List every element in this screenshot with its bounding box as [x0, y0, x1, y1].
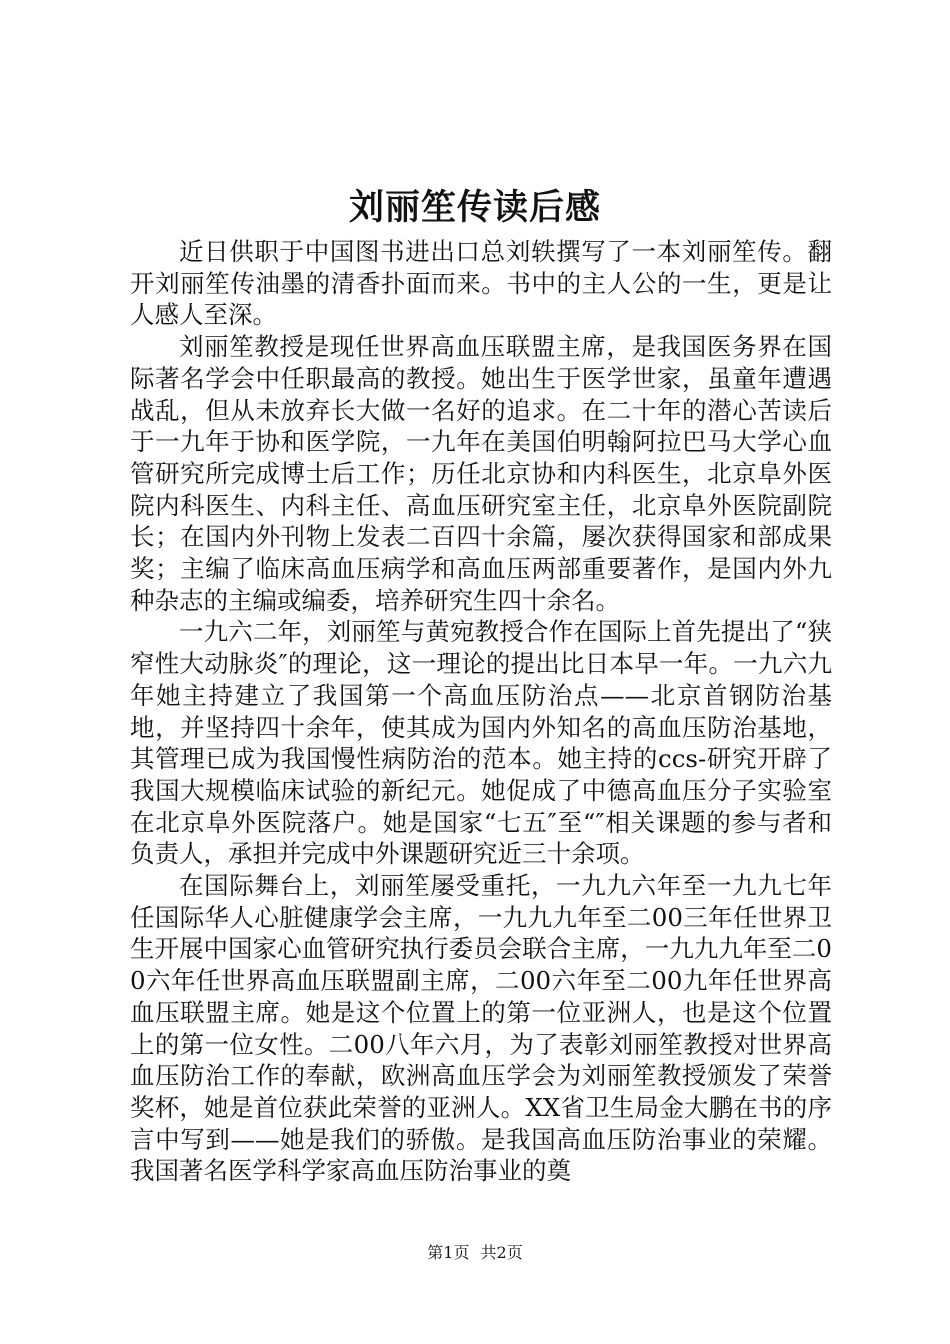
paragraph-3: 一九六二年，刘丽笙与黄宛教授合作在国际上首先提出了“狭窄性大动脉炎″的理论，这一理论的提出比日本早一年。一九六九年她主持建立了我国第一个高血压防治点——北京首钢防治基地，并坚持四十余年，使其成为国内外知名的高血压防治基地，其管理已成为我国慢性病防治的范本。她主持的ccs-研究开辟了我国大规模临床试验的新纪元。她促成了中德高血压分子实验室在北京阜外医院落户。她是国家“七五″至“″相关课题的参与者和负责人，承担并完成中外课题研究近三十余项。 — [130, 617, 832, 869]
page-footer — [0, 1242, 950, 1264]
paragraph-2: 刘丽笙教授是现任世界高血压联盟主席，是我国医务界在国际著名学会中任职最高的教授。她出生于医学世家，虽童年遭遇战乱，但从未放弃长大做一名好的追求。在二十年的潜心苦读后于一九年于协和医学院，一九年在美国伯明翰阿拉巴马大学心血管研究所完成博士后工作；历任北京协和内科医生，北京阜外医院内科医生、内科主任、高血压研究室主任，北京阜外医院副院长；在国内外刊物上发表二百四十余篇，屡次获得国家和部成果奖；主编了临床高血压病学和高血压两部重要著作，是国内外九种杂志的主编或编委，培养研究生四十余名。 — [130, 332, 832, 615]
page-number: 第1页 — [427, 1243, 470, 1262]
page-title: 刘丽笙传读后感 — [348, 187, 601, 228]
page-total: 共2页 — [480, 1243, 523, 1262]
article-body — [130, 236, 832, 1187]
paragraph-1: 近日供职于中国图书进出口总刘轶撰写了一本刘丽笙传。翻开刘丽笙传油墨的清香扑面而来。书中的主人公的一生，更是让人感人至深。 — [130, 237, 832, 330]
paragraph-4: 在国际舞台上，刘丽笙屡受重托，一九九六年至一九九七年任国际华人心脏健康学会主席，一九九九年至二00三年任世界卫生开展中国家心血管研究执行委员会联合主席，一九九九年至二00六年任世界高血压联盟副主席，二00六年至二00九年任世界高血压联盟主席。她是这个位置上的第一位亚洲人，也是这个位置上的第一位女性。二00八年六月，为了表彰刘丽笙教授对世界高血压防治工作的奉献，欧洲高血压学会为刘丽笙教授颁发了荣誉奖杯，她是首位获此荣誉的亚洲人。XX省卫生局金大鹏在书的序言中写到——她是我们的骄傲。是我国高血压防治事业的荣耀。我国著名医学科学家高血压防治事业的奠 — [130, 871, 832, 1186]
